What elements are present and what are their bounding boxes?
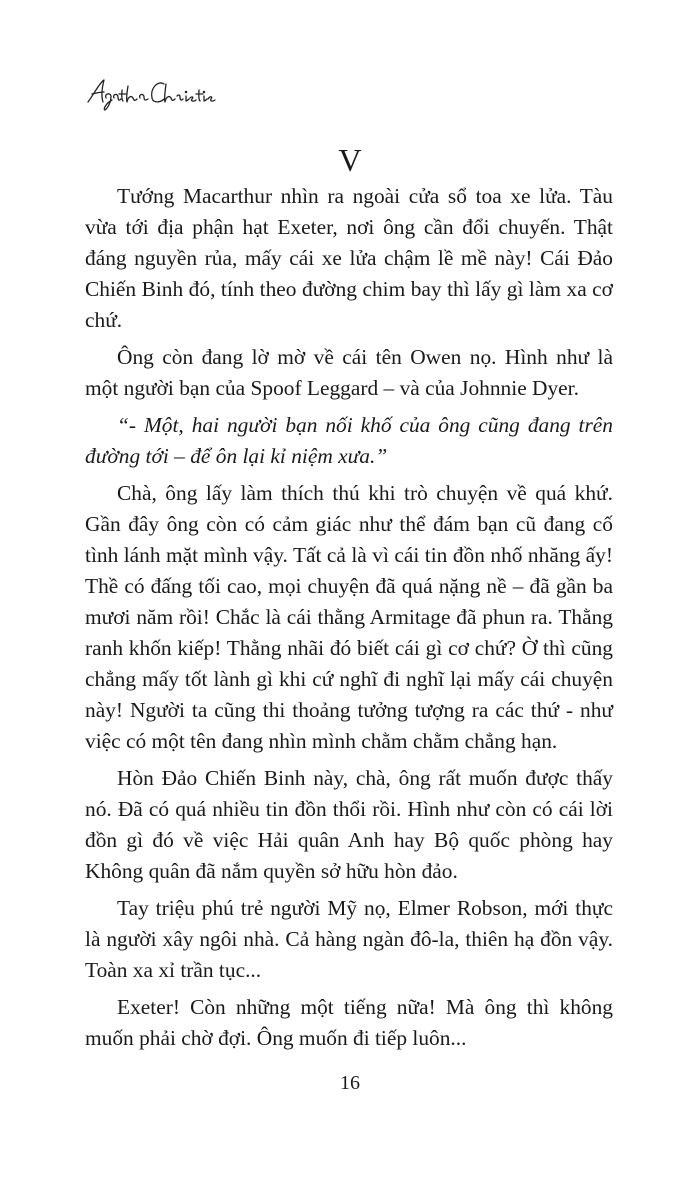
paragraph: Hòn Đảo Chiến Binh này, chà, ông rất muốn được thấy nó. Đã có quá nhiều tin đồn thổi rồi. Hình như còn có cái lời đồn gì đó về việc Hải quân Anh hay Bộ quốc phòng hay Không quân đã nắm quyền sở hữu hòn đảo. — [85, 766, 613, 883]
chapter-number: V — [338, 142, 362, 178]
paragraph: Tay triệu phú trẻ người Mỹ nọ, Elmer Robson, mới thực là người xây ngôi nhà. Cả hàng ngàn đô-la, thiên hạ đồn vậy. Toàn xa xỉ trần tục... — [85, 896, 613, 982]
quoted-paragraph: “- Một, hai người bạn nối khố của ông cũng đang trên đường tới – để ôn lại kỉ niệm xưa.” — [85, 413, 613, 468]
paragraph: Exeter! Còn những một tiếng nữa! Mà ông thì không muốn phải chờ đợi. Ông muốn đi tiếp luôn... — [85, 995, 613, 1050]
paragraph: Ông còn đang lờ mờ về cái tên Owen nọ. Hình như là một người bạn của Spoof Leggard – và của Johnnie Dyer. — [85, 345, 613, 400]
page-number: 16 — [340, 1072, 360, 1094]
paragraph: Tướng Macarthur nhìn ra ngoài cửa sổ toa xe lửa. Tàu vừa tới địa phận hạt Exeter, nơi ông cần đổi chuyến. Thật đáng nguyền rủa, mấy cái xe lửa chậm lề mề này! Cái Đảo Chiến Binh đó, tính theo đường chim bay thì lấy gì làm xa cơ chứ. — [85, 184, 613, 332]
author-signature — [86, 72, 216, 112]
paragraph: Chà, ông lấy làm thích thú khi trò chuyện về quá khứ. Gần đây ông còn có cảm giác như thể đám bạn cũ đang cố tình lánh mặt mình vậy. Tất cả là vì cái tin đồn nhố nhăng ấy! Thề có đấng tối cao, mọi chuyện đã quá nặng nề – đã gần ba mươi năm rồi! Chắc là cái thằng Armitage đã phun ra. Thằng ranh khốn kiếp! Thằng nhãi đó biết cái gì cơ chứ? Ờ thì cũng chẳng mấy tốt lành gì khi cứ nghĩ đi nghĩ lại mấy cái chuyện này! Người ta cũng thi thoảng tưởng tượng ra các thứ - như việc có một tên đang nhìn mình chằm chằm chẳng hạn. — [85, 481, 613, 753]
chapter-body — [85, 181, 613, 1060]
